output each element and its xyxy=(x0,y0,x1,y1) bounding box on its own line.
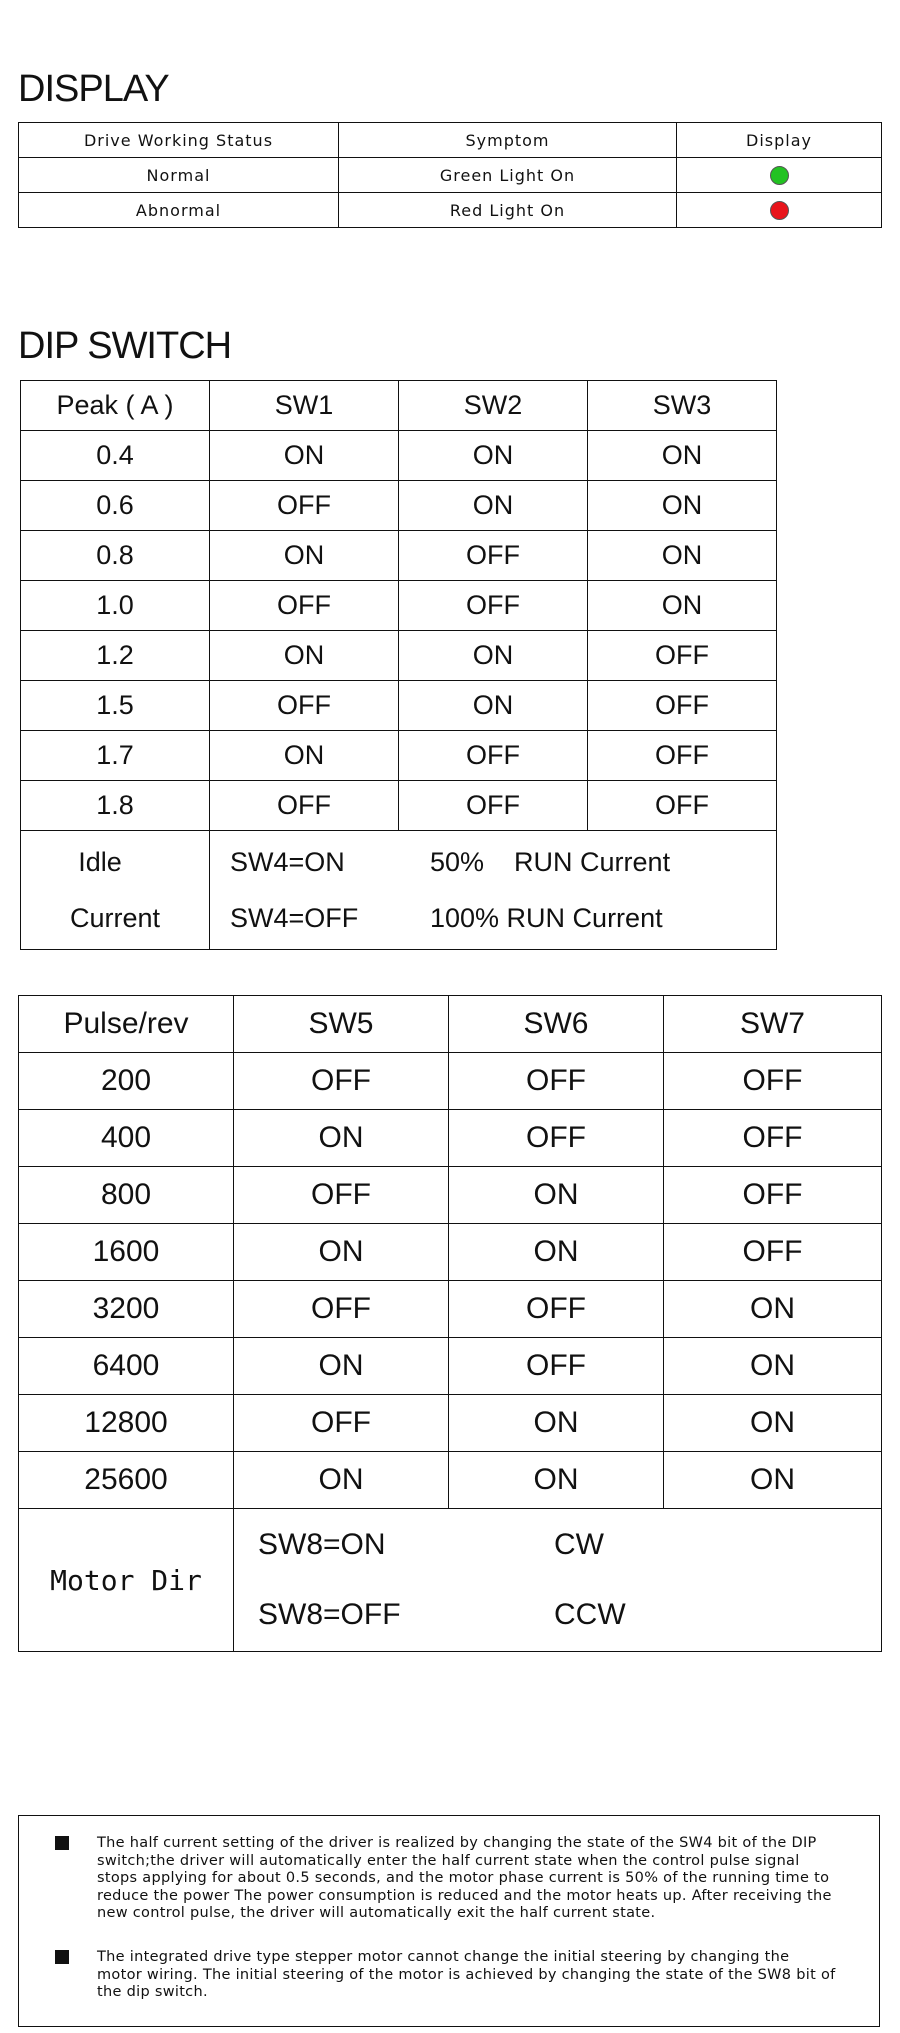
sw7-cell: OFF xyxy=(664,1110,882,1167)
sw2-cell: ON xyxy=(399,481,588,531)
table-row xyxy=(19,1395,882,1452)
pulse-cell: 400 xyxy=(19,1110,234,1167)
status-cell: Normal xyxy=(19,158,339,193)
sw7-cell: ON xyxy=(664,1281,882,1338)
peak-cell: 1.2 xyxy=(21,631,210,681)
note-item xyxy=(39,1835,839,1923)
table-row xyxy=(19,1281,882,1338)
display-cell xyxy=(677,158,882,193)
table-row xyxy=(21,481,777,531)
ccw-direction: CCW xyxy=(554,1598,626,1631)
motor-dir-on-line xyxy=(234,1510,881,1580)
header-sw5: SW5 xyxy=(234,996,449,1053)
table-row xyxy=(19,1338,882,1395)
table-row xyxy=(19,158,882,193)
header-sw1: SW1 xyxy=(210,381,399,431)
sw2-cell: OFF xyxy=(399,581,588,631)
sw7-cell: OFF xyxy=(664,1167,882,1224)
table-row xyxy=(21,681,777,731)
table-row xyxy=(21,781,777,831)
sw1-cell: ON xyxy=(210,531,399,581)
table-row xyxy=(19,1053,882,1110)
header-pulse-rev: Pulse/rev xyxy=(19,996,234,1053)
square-bullet-icon xyxy=(55,1836,69,1850)
sw4-on-setting: SW4=ON xyxy=(230,846,345,877)
header-symptom: Symptom xyxy=(339,123,677,158)
peak-cell: 1.8 xyxy=(21,781,210,831)
pulse-rev-table xyxy=(18,995,882,1652)
table-row xyxy=(21,581,777,631)
header-status: Drive Working Status xyxy=(19,123,339,158)
sw3-cell: OFF xyxy=(588,731,777,781)
sw6-cell: OFF xyxy=(449,1338,664,1395)
peak-cell: 0.6 xyxy=(21,481,210,531)
sw2-cell: OFF xyxy=(399,731,588,781)
sw2-cell: ON xyxy=(399,631,588,681)
table-header-row xyxy=(19,123,882,158)
table-row xyxy=(21,731,777,781)
table-row xyxy=(19,1224,882,1281)
peak-cell: 1.7 xyxy=(21,731,210,781)
cw-direction: CW xyxy=(554,1528,604,1561)
display-title: DISPLAY xyxy=(18,68,169,110)
pulse-cell: 12800 xyxy=(19,1395,234,1452)
sw2-cell: ON xyxy=(399,431,588,481)
peak-cell: 1.5 xyxy=(21,681,210,731)
status-cell: Abnormal xyxy=(19,193,339,228)
idle-off-line xyxy=(210,890,776,946)
sw8-on-setting: SW8=ON xyxy=(258,1528,386,1561)
sw1-cell: OFF xyxy=(210,581,399,631)
green-led-icon xyxy=(770,166,789,185)
sw4-off-setting: SW4=OFF xyxy=(230,902,359,933)
motor-dir-row xyxy=(19,1509,882,1652)
sw6-cell: OFF xyxy=(449,1053,664,1110)
peak-cell: 0.8 xyxy=(21,531,210,581)
note-text: The integrated drive type stepper motor cannot change the initial steering by changing the motor wiring. The initial steering of the motor is achieved by changing the state of the SW8 bit of the dip switch. xyxy=(97,1949,836,2000)
sw5-cell: ON xyxy=(234,1224,449,1281)
pulse-cell: 200 xyxy=(19,1053,234,1110)
square-bullet-icon xyxy=(55,1950,69,1964)
sw5-cell: ON xyxy=(234,1338,449,1395)
note-text: The half current setting of the driver is realized by changing the state of the SW4 bit of the DIP switch;the driver will automatically enter the half current state when the control pulse signal stops applying for about 0.5 seconds, and the motor phase current is 50% of the running time to reduce the power The power consumption is reduced and the motor heats up. After receiving the new control pulse, the driver will automatically exit the half current state. xyxy=(97,1835,832,1921)
sw4-off-desc: 100% RUN Current xyxy=(430,902,663,933)
table-row xyxy=(21,431,777,481)
table-row xyxy=(21,631,777,681)
sw3-cell: OFF xyxy=(588,781,777,831)
sw7-cell: ON xyxy=(664,1452,882,1509)
sw1-cell: ON xyxy=(210,431,399,481)
sw5-cell: OFF xyxy=(234,1395,449,1452)
sw7-cell: ON xyxy=(664,1395,882,1452)
sw8-off-setting: SW8=OFF xyxy=(258,1598,401,1631)
peak-cell: 0.4 xyxy=(21,431,210,481)
display-cell xyxy=(677,193,882,228)
table-row xyxy=(19,1110,882,1167)
header-peak: Peak ( A ) xyxy=(21,381,210,431)
header-sw3: SW3 xyxy=(588,381,777,431)
sw3-cell: OFF xyxy=(588,681,777,731)
note-item xyxy=(39,1949,839,2002)
header-sw2: SW2 xyxy=(399,381,588,431)
sw7-cell: ON xyxy=(664,1338,882,1395)
sw7-cell: OFF xyxy=(664,1053,882,1110)
red-led-icon xyxy=(770,201,789,220)
sw5-cell: OFF xyxy=(234,1053,449,1110)
motor-dir-off-line xyxy=(234,1580,881,1650)
header-sw7: SW7 xyxy=(664,996,882,1053)
sw1-cell: OFF xyxy=(210,781,399,831)
table-row xyxy=(19,193,882,228)
table-row xyxy=(19,1167,882,1224)
idle-label-line1: Idle xyxy=(78,847,122,877)
header-sw6: SW6 xyxy=(449,996,664,1053)
sw5-cell: OFF xyxy=(234,1167,449,1224)
pulse-cell: 800 xyxy=(19,1167,234,1224)
sw6-cell: ON xyxy=(449,1167,664,1224)
idle-current-label xyxy=(21,831,210,950)
pulse-cell: 3200 xyxy=(19,1281,234,1338)
motor-dir-settings xyxy=(234,1509,882,1652)
dip-switch-title: DIP SWITCH xyxy=(18,325,232,367)
sw3-cell: ON xyxy=(588,581,777,631)
sw3-cell: ON xyxy=(588,531,777,581)
pulse-cell: 6400 xyxy=(19,1338,234,1395)
sw5-cell: ON xyxy=(234,1110,449,1167)
symptom-cell: Red Light On xyxy=(339,193,677,228)
sw6-cell: OFF xyxy=(449,1110,664,1167)
sw6-cell: ON xyxy=(449,1395,664,1452)
pulse-cell: 25600 xyxy=(19,1452,234,1509)
idle-current-row xyxy=(21,831,777,950)
table-header-row xyxy=(21,381,777,431)
sw2-cell: OFF xyxy=(399,531,588,581)
sw6-cell: OFF xyxy=(449,1281,664,1338)
sw6-cell: ON xyxy=(449,1224,664,1281)
peak-cell: 1.0 xyxy=(21,581,210,631)
dip-switch-table xyxy=(20,380,777,950)
sw3-cell: ON xyxy=(588,481,777,531)
pulse-cell: 1600 xyxy=(19,1224,234,1281)
sw3-cell: ON xyxy=(588,431,777,481)
sw2-cell: OFF xyxy=(399,781,588,831)
notes-box xyxy=(18,1815,880,2027)
sw4-on-desc: 50% RUN Current xyxy=(430,846,671,877)
symptom-cell: Green Light On xyxy=(339,158,677,193)
sw5-cell: ON xyxy=(234,1452,449,1509)
idle-on-line xyxy=(210,834,776,890)
idle-current-settings xyxy=(210,831,777,950)
sw1-cell: OFF xyxy=(210,481,399,531)
table-row xyxy=(21,531,777,581)
table-header-row xyxy=(19,996,882,1053)
sw1-cell: ON xyxy=(210,731,399,781)
sw7-cell: OFF xyxy=(664,1224,882,1281)
motor-dir-label: Motor Dir xyxy=(19,1509,234,1652)
sw6-cell: ON xyxy=(449,1452,664,1509)
sw2-cell: ON xyxy=(399,681,588,731)
sw1-cell: ON xyxy=(210,631,399,681)
sw5-cell: OFF xyxy=(234,1281,449,1338)
idle-label-line2: Current xyxy=(69,903,161,933)
sw1-cell: OFF xyxy=(210,681,399,731)
table-row xyxy=(19,1452,882,1509)
display-table xyxy=(18,122,882,228)
header-display: Display xyxy=(677,123,882,158)
sw3-cell: OFF xyxy=(588,631,777,681)
